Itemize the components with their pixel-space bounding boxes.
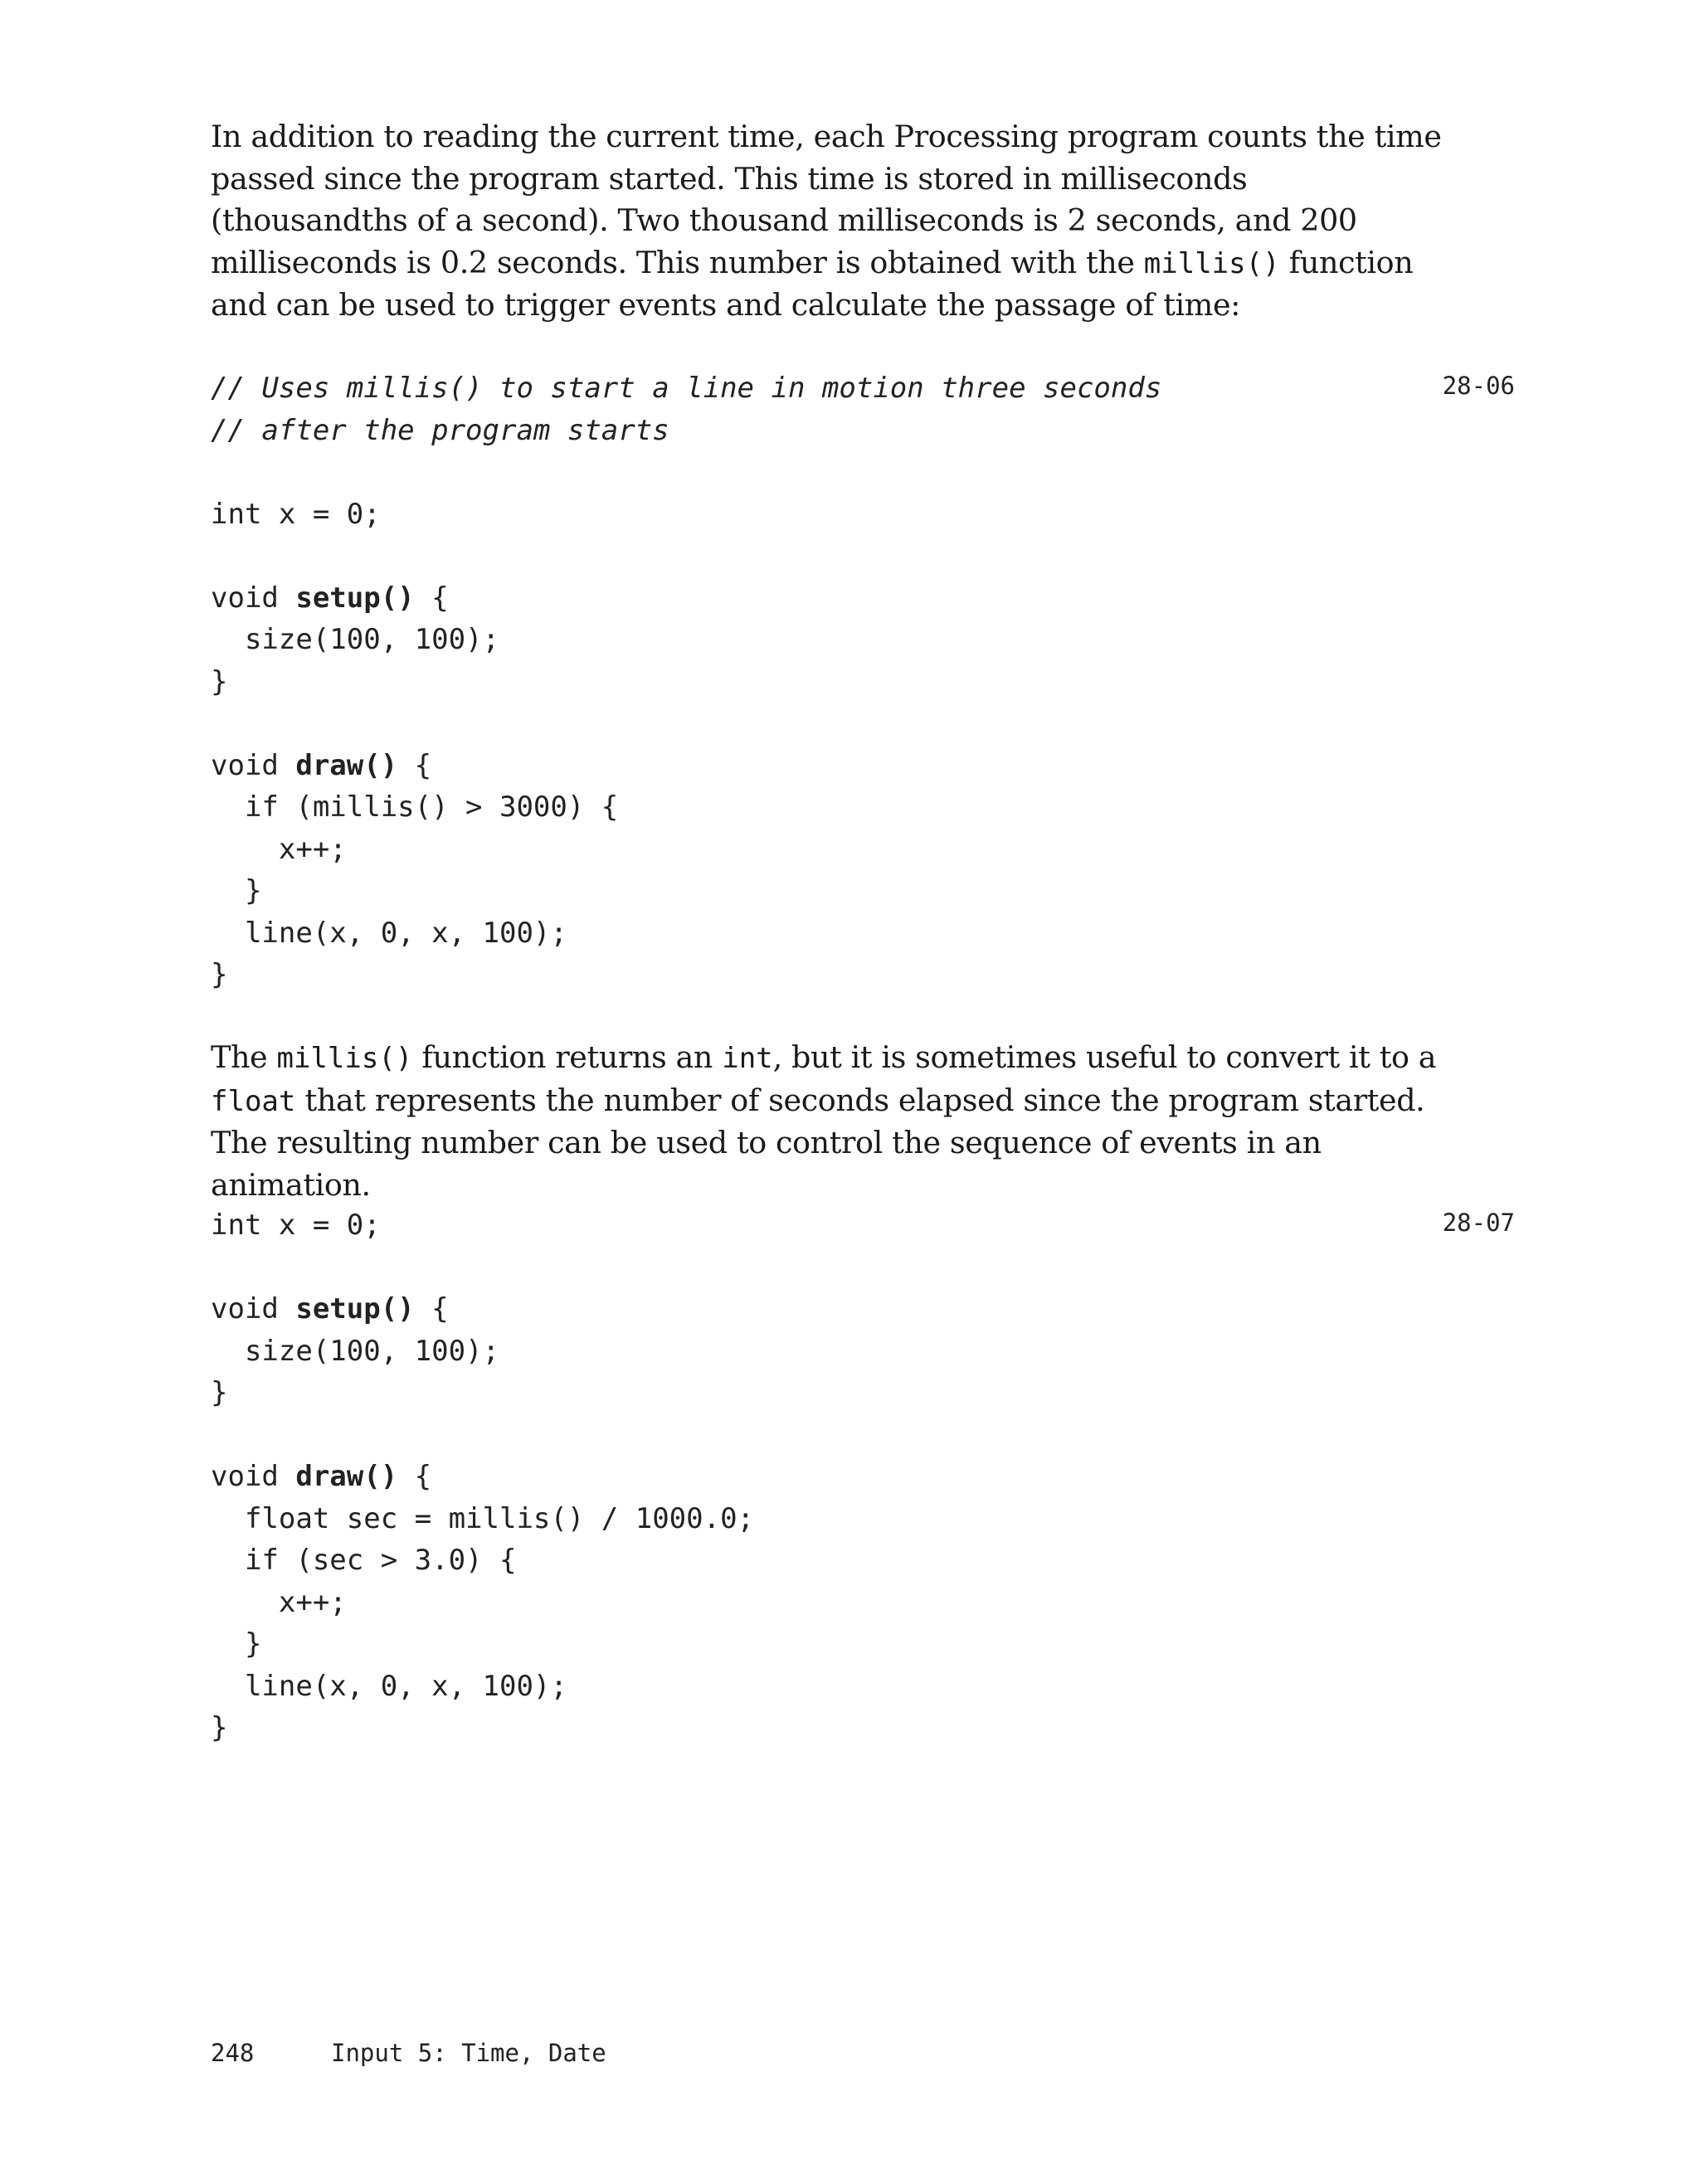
text: that represents the number of seconds elapsed since the program started. The resulting number can be used to control the sequence of events in an animation. — [211, 1082, 1425, 1203]
code-brace: { — [397, 748, 432, 782]
code-line: int x = 0; — [211, 497, 381, 531]
code-line: line(x, 0, x, 100); — [211, 916, 567, 950]
text: , but it is sometimes useful to convert it to a — [772, 1039, 1437, 1075]
text: function returns an — [412, 1039, 723, 1075]
code-line — [211, 1456, 754, 1498]
code-line: float sec = millis() / 1000.0; — [211, 1501, 755, 1535]
inline-code-millis: millis() — [276, 1042, 413, 1075]
code-brace: { — [414, 1292, 449, 1325]
code-comment: // Uses millis() to start a line in motion three seconds — [211, 372, 1162, 405]
code-line: } — [211, 1711, 228, 1744]
code-keyword: void — [211, 1292, 296, 1325]
code-line — [211, 577, 1161, 620]
code-function-name: draw() — [295, 748, 398, 782]
text: function and can be used to trigger events and calculate the passage of time: — [211, 244, 1414, 323]
code-line: size(100, 100); — [211, 1334, 499, 1368]
code-block-28-06 — [211, 367, 1161, 996]
code-function-name: setup() — [295, 1292, 415, 1325]
page-number: 248 — [211, 2039, 255, 2067]
code-line: } — [211, 1376, 228, 1409]
code-line: size(100, 100); — [211, 623, 499, 656]
code-line — [211, 745, 1161, 787]
code-line — [211, 535, 1161, 577]
text: The — [211, 1039, 277, 1075]
code-line: } — [211, 958, 228, 991]
inline-code-int: int — [722, 1042, 773, 1075]
code-line: x++; — [211, 1585, 347, 1619]
code-line: line(x, 0, x, 100); — [211, 1669, 567, 1703]
code-keyword: void — [211, 581, 296, 615]
code-line — [211, 451, 1161, 494]
paragraph-intro — [211, 116, 1447, 327]
paragraph-float-conversion — [211, 1037, 1447, 1206]
code-line: x++; — [211, 832, 347, 866]
code-keyword: void — [211, 1460, 296, 1493]
code-brace: { — [397, 1460, 432, 1493]
text: In addition to reading the current time, each Processing program counts the time passed since the program started. This time is stored in milliseconds (thousandths of a second). Two thousand milliseconds is 2 seconds, and 200 milliseconds is 0.2 seconds. This number is obtained with the — [211, 119, 1442, 280]
code-line: if (sec > 3.0) { — [211, 1544, 517, 1577]
code-line — [211, 1288, 754, 1330]
example-number: 28-06 — [1442, 372, 1515, 400]
code-comment: // after the program starts — [211, 413, 669, 447]
code-function-name: setup() — [295, 581, 415, 615]
code-function-name: draw() — [295, 1460, 398, 1493]
inline-code-float: float — [211, 1084, 296, 1118]
code-line — [211, 703, 1161, 745]
section-title: Input 5: Time, Date — [331, 2039, 606, 2067]
code-line: } — [211, 874, 262, 907]
example-number: 28-07 — [1442, 1209, 1515, 1237]
code-keyword: void — [211, 748, 296, 782]
code-block-28-07 — [211, 1204, 754, 1749]
code-brace: { — [414, 581, 449, 615]
code-line — [211, 1414, 754, 1457]
code-line: if (millis() > 3000) { — [211, 790, 619, 824]
code-line: int x = 0; — [211, 1209, 381, 1242]
code-line — [211, 1247, 754, 1289]
code-line: } — [211, 1627, 262, 1661]
code-line: } — [211, 664, 228, 698]
inline-code-millis: millis() — [1143, 246, 1280, 280]
